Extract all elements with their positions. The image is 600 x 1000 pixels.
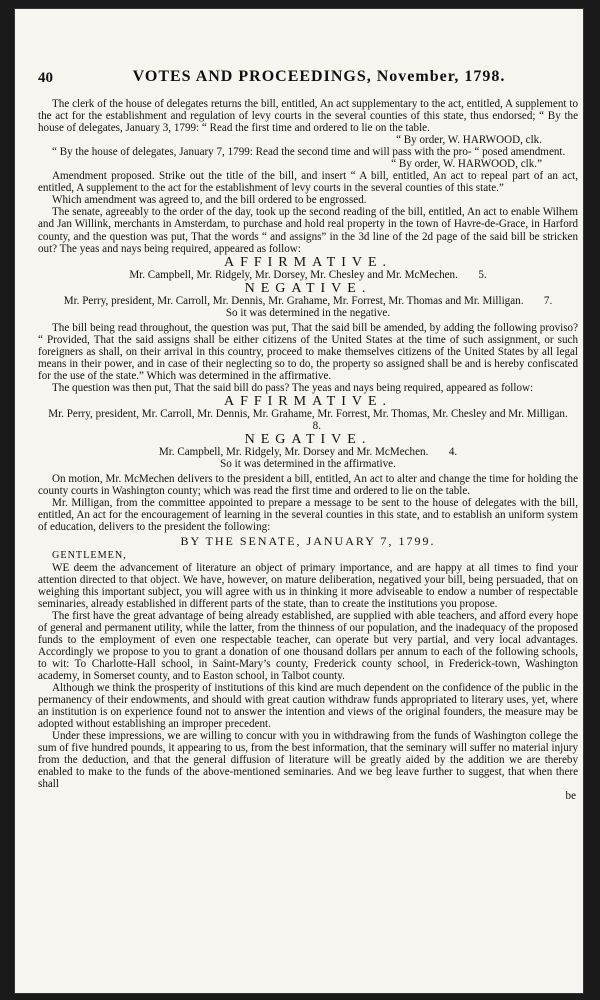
vote-names-text: Mr. Perry, president, Mr. Carroll, Mr. Dennis, Mr. Grahame, Mr. Forrest, Mr. Thomas and Mr. Milligan. xyxy=(63,294,524,307)
paragraph: Mr. Milligan, from the committee appointed to prepare a message to be sent to the house of delegates with the bill, entitled, An act for the encouragement of learning in the several counties in this state, and to establish an uniform system of education, delivers to the president the following: xyxy=(38,497,578,534)
signature-line: “ By order, W. HARWOOD, clk. xyxy=(396,134,542,147)
paragraph: The clerk of the house of delegates returns the bill, entitled, An act supplementary to the act, entitled, A supplement to the act for the establishment and regulation of levy courts in the several counties of this state, thus endorsed; “ By the house of delegates, January 3, 1799: “ Read the first time and ordered to lie on the table. xyxy=(38,98,578,135)
vote-names xyxy=(38,269,578,281)
vote-heading-affirmative: AFFIRMATIVE. xyxy=(223,254,393,270)
message-paragraph: Under these impressions, we are willing to concur with you in withdrawing from the funds of Washington college the sum of five hundred pounds, it appearing to us, from the best information, that the seminary will suffer no material injury from the deduction, and that the general diffusion of literature will be greatly aided by the addition we are thereby enabled to make to the funds of the above-mentioned seminaries. And we beg leave further to suggest, that when there shall xyxy=(38,730,578,791)
vote-names-text: Mr. Campbell, Mr. Ridgely, Mr. Dorsey and Mr. McMechen. xyxy=(158,446,429,459)
vote-names xyxy=(38,295,578,307)
vote-names xyxy=(38,446,578,458)
page-body xyxy=(38,98,578,802)
vote-result: So it was determined in the negative. xyxy=(225,306,391,319)
vote-names-text: Mr. Perry, president, Mr. Carroll, Mr. Dennis, Mr. Grahame, Mr. Forrest, Mr. Thomas, Mr. Chesley and Mr. Milligan. xyxy=(48,408,568,421)
paragraph: Amendment proposed. Strike out the title of the bill, and insert “ A bill, entitled, An act to repeal part of an act, entitled, A supplement to the act for the establishment of levy courts in the several counties of this state.” xyxy=(38,170,578,195)
message-paragraph: The first have the great advantage of being already established, are supplied with able teachers, and afford every hope of general and permanent utility, while the latter, from the thinness of our population, and the inadequacy of the proposed funds to the employment of even one respectable teacher, can operate but very partial, and very local advantages. Accordingly we propose to you to grant a donation of one thousand dollars per annum to each of the following schools, to wit: To Charlotte-Hall school, in Saint-Mary’s county, Frederick county school, in Frederick-town, Washington academy, in Somerset county, and to Easton school, in Talbot county. xyxy=(38,609,578,682)
vote-count: 7. xyxy=(543,294,553,307)
paragraph: Which amendment was agreed to, and the bill ordered to be engrossed. xyxy=(52,194,367,207)
document-page xyxy=(14,8,584,994)
paragraph: The bill being read throughout, the question was put, That the said bill be amended, by adding the following proviso? “ Provided, That the said assigns shall be either citizens of the United States at the time of such assignment, or such foreigners as shall, on their arrival in this country, proceed to make themselves citizens of the United States by all legal means in their power, and in case of their neglecting so to do, the property so assigned shall be and is hereby confiscated for the use of the state.” Which was determined in the affirmative. xyxy=(38,321,578,382)
vote-result: So it was determined in the affirmative. xyxy=(220,458,396,471)
message-paragraph: Although we think the prosperity of institutions of this kind are much dependent on the confidence of the public in the permanency of their endowments, and should with great caution withdraw funds appropriated to literary uses, yet, where an institution is on experience found not to answer the intention and views of the original founders, the measure may be adopted without establishing an improper precedent. xyxy=(38,682,578,731)
paragraph: The senate, agreeably to the order of the day, took up the second reading of the bill, entitled, An act to enable Wilhem and Jan Willink, merchants in Amsterdam, to purchase and hold real property in the town of Havre-de-Grace, in Harford county, and the question was put, That the words “ and assigns” in the 3d line of the 2d page of the said bill be stricken out? The yeas and nays being required, appeared as follow: xyxy=(38,206,578,255)
signature-line: “ By order, W. HARWOOD, clk.” xyxy=(391,158,542,171)
message-heading: BY THE SENATE, JANUARY 7, 1799. xyxy=(180,534,436,549)
vote-heading-negative: NEGATIVE. xyxy=(244,432,372,448)
salutation: GENTLEMEN, xyxy=(52,549,127,561)
vote-count: 5. xyxy=(478,268,487,281)
page-header xyxy=(38,70,578,90)
vote-names xyxy=(38,408,578,432)
vote-names-text: Mr. Campbell, Mr. Ridgely, Mr. Dorsey, Mr. Chesley and Mr. McMechen. xyxy=(129,268,458,281)
vote-heading-affirmative: AFFIRMATIVE. xyxy=(223,394,393,410)
running-head: VOTES AND PROCEEDINGS, November, 1798. xyxy=(132,68,506,85)
vote-count: 8. xyxy=(312,420,321,433)
page-number: 40 xyxy=(38,70,53,86)
vote-heading-negative: NEGATIVE. xyxy=(244,280,372,296)
paragraph: “ By the house of delegates, January 7, 1799: Read the second time and will pass with the pro- “ posed amendment. xyxy=(52,146,566,159)
paragraph: The question was then put, That the said bill do pass? The yeas and nays being required, appeared as follow: xyxy=(52,381,534,394)
catchword: be xyxy=(565,790,576,803)
message-paragraph: WE deem the advancement of literature an object of primary importance, and are happy at all times to find your attention directed to that object. We have, however, on mature deliberation, negatived your bill, being persuaded, that on weighing this important subject, you will agree with us in thinking it more adviseable to endow a number of respectable seminaries, already established in different parts of the state, than to create the institutions you propose. xyxy=(38,561,578,610)
vote-count: 4. xyxy=(448,446,458,459)
paragraph: On motion, Mr. McMechen delivers to the president a bill, entitled, An act to alter and change the time for holding the county courts in Washington county; which was read the first time and ordered to lie on the table. xyxy=(38,473,578,498)
